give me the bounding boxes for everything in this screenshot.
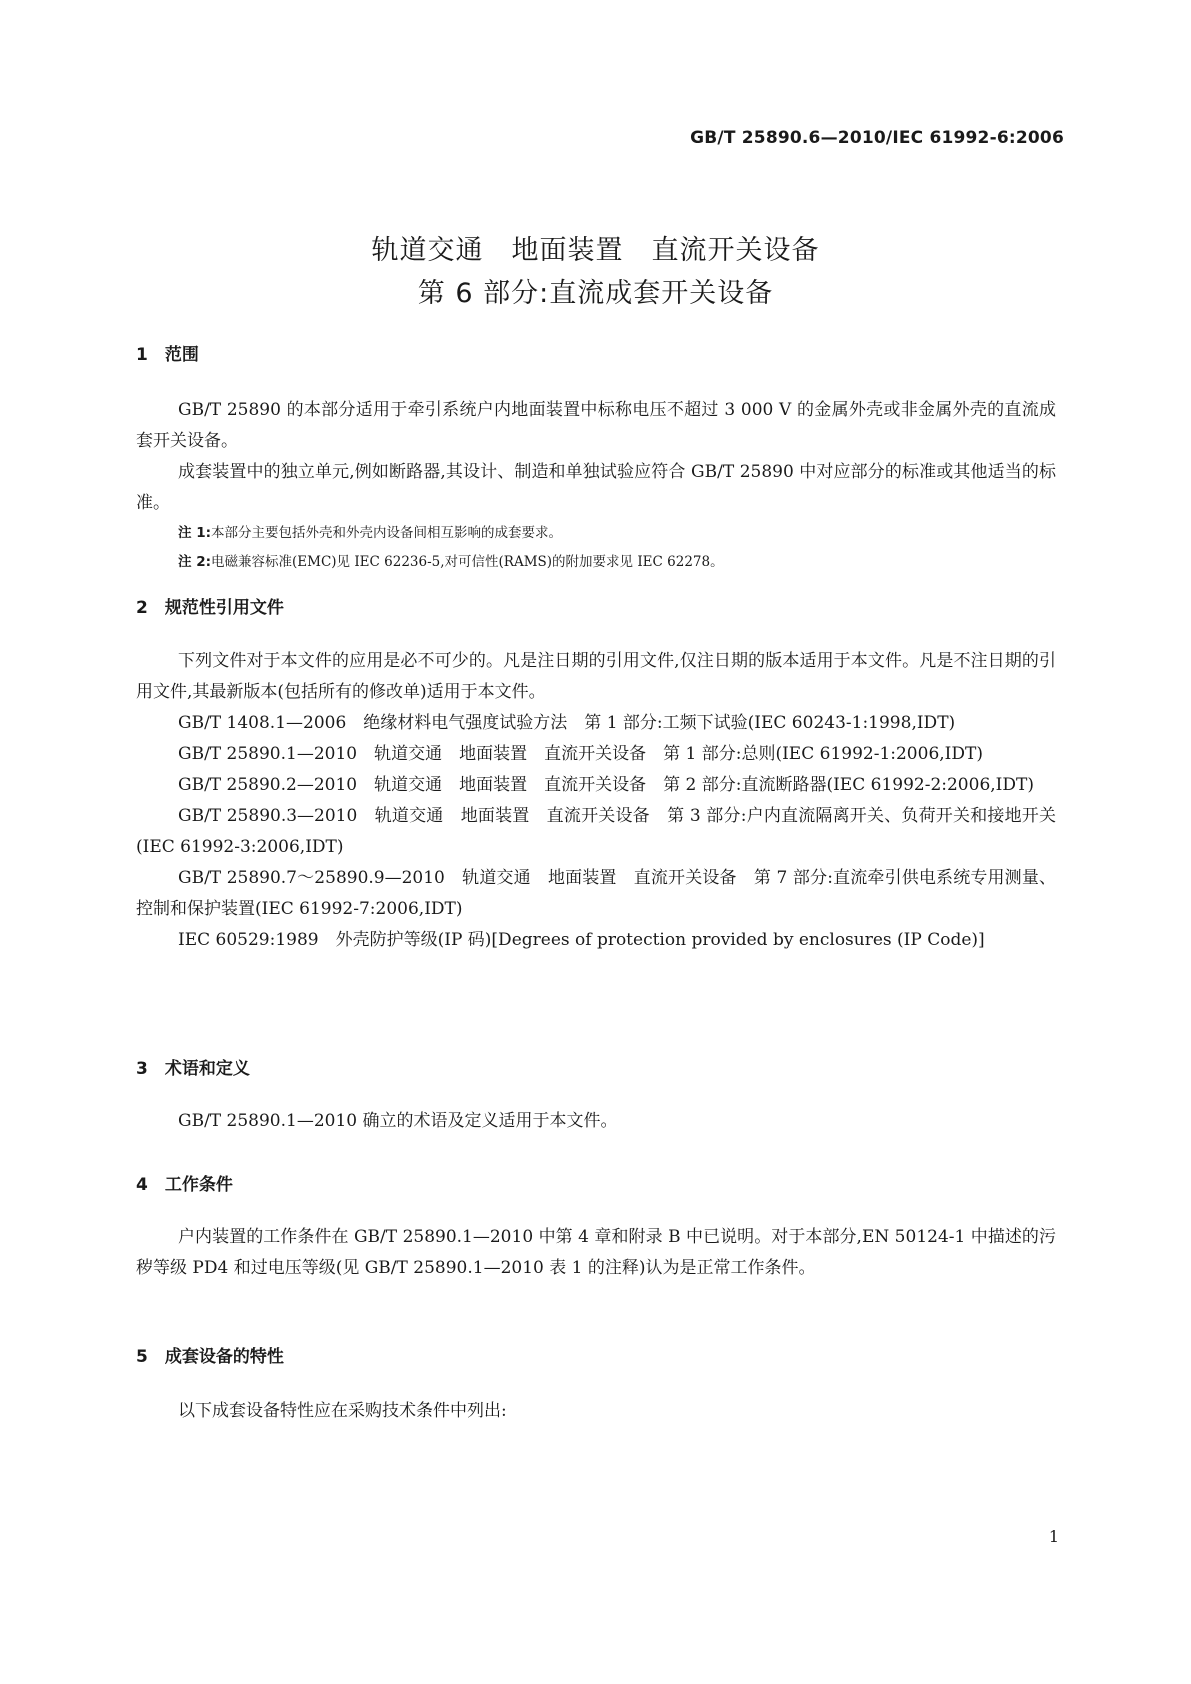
section-heading-operating-conditions: 4 工作条件 xyxy=(136,1175,233,1195)
note-label: 注 2: xyxy=(178,554,211,570)
reference-item: GB/T 25890.2—2010 轨道交通 地面装置 直流开关设备 第 2 部分:直流断路器(IEC 61992-2:2006,IDT) xyxy=(178,775,1034,795)
document-title-line-2: 第 6 部分:直流成套开关设备 xyxy=(417,278,774,309)
section-body-operating-conditions xyxy=(136,1222,1056,1284)
section-heading-characteristics: 5 成套设备的特性 xyxy=(136,1347,284,1367)
note-label: 注 1: xyxy=(178,525,211,541)
paragraph: GB/T 25890 的本部分适用于牵引系统户内地面装置中标称电压不超过 3 000 V 的金属外壳或非金属外壳的直流成套开关设备。 xyxy=(136,400,1056,451)
note-text: 电磁兼容标准(EMC)见 IEC 62236-5,对可信性(RAMS)的附加要求见 IEC 62278。 xyxy=(211,554,724,570)
section-heading-normative-references: 2 规范性引用文件 xyxy=(136,598,284,618)
section-body-scope xyxy=(136,395,1056,577)
document-title-line-1: 轨道交通 地面装置 直流开关设备 xyxy=(371,235,820,266)
reference-item: GB/T 25890.7～25890.9—2010 轨道交通 地面装置 直流开关设备 第 7 部分:直流牵引供电系统专用测量、控制和保护装置(IEC 61992-7:2006,IDT) xyxy=(136,868,1056,919)
section-body-normative-references xyxy=(136,646,1056,956)
paragraph: 下列文件对于本文件的应用是必不可少的。凡是注日期的引用文件,仅注日期的版本适用于本文件。凡是不注日期的引用文件,其最新版本(包括所有的修改单)适用于本文件。 xyxy=(136,651,1056,702)
page-number: 1 xyxy=(1048,1527,1059,1546)
section-body-terms xyxy=(136,1106,1056,1137)
paragraph: GB/T 25890.1—2010 确立的术语及定义适用于本文件。 xyxy=(178,1111,618,1131)
paragraph: 户内装置的工作条件在 GB/T 25890.1—2010 中第 4 章和附录 B 中已说明。对于本部分,EN 50124-1 中描述的污秽等级 PD4 和过电压等级(见 GB/T 25890.1—2010 表 1 的注释)认为是正常工作条件。 xyxy=(136,1227,1056,1278)
reference-item: GB/T 25890.1—2010 轨道交通 地面装置 直流开关设备 第 1 部分:总则(IEC 61992-1:2006,IDT) xyxy=(178,744,983,764)
note-text: 本部分主要包括外壳和外壳内设备间相互影响的成套要求。 xyxy=(211,525,562,541)
reference-item: GB/T 25890.3—2010 轨道交通 地面装置 直流开关设备 第 3 部分:户内直流隔离开关、负荷开关和接地开关(IEC 61992-3:2006,IDT) xyxy=(136,806,1056,857)
note xyxy=(136,519,1056,548)
paragraph: 以下成套设备特性应在采购技术条件中列出: xyxy=(178,1401,507,1421)
section-heading-scope: 1 范围 xyxy=(136,345,199,365)
section-heading-terms: 3 术语和定义 xyxy=(136,1059,250,1079)
section-body-characteristics xyxy=(136,1396,1056,1427)
reference-item: IEC 60529:1989 外壳防护等级(IP 码)[Degrees of protection provided by enclosures (IP Code)] xyxy=(178,930,985,950)
standard-code: GB/T 25890.6—2010/IEC 61992-6:2006 xyxy=(690,128,1064,148)
note xyxy=(136,548,1056,577)
reference-item: GB/T 1408.1—2006 绝缘材料电气强度试验方法 第 1 部分:工频下试验(IEC 60243-1:1998,IDT) xyxy=(178,713,956,733)
paragraph: 成套装置中的独立单元,例如断路器,其设计、制造和单独试验应符合 GB/T 25890 中对应部分的标准或其他适当的标准。 xyxy=(136,462,1056,513)
